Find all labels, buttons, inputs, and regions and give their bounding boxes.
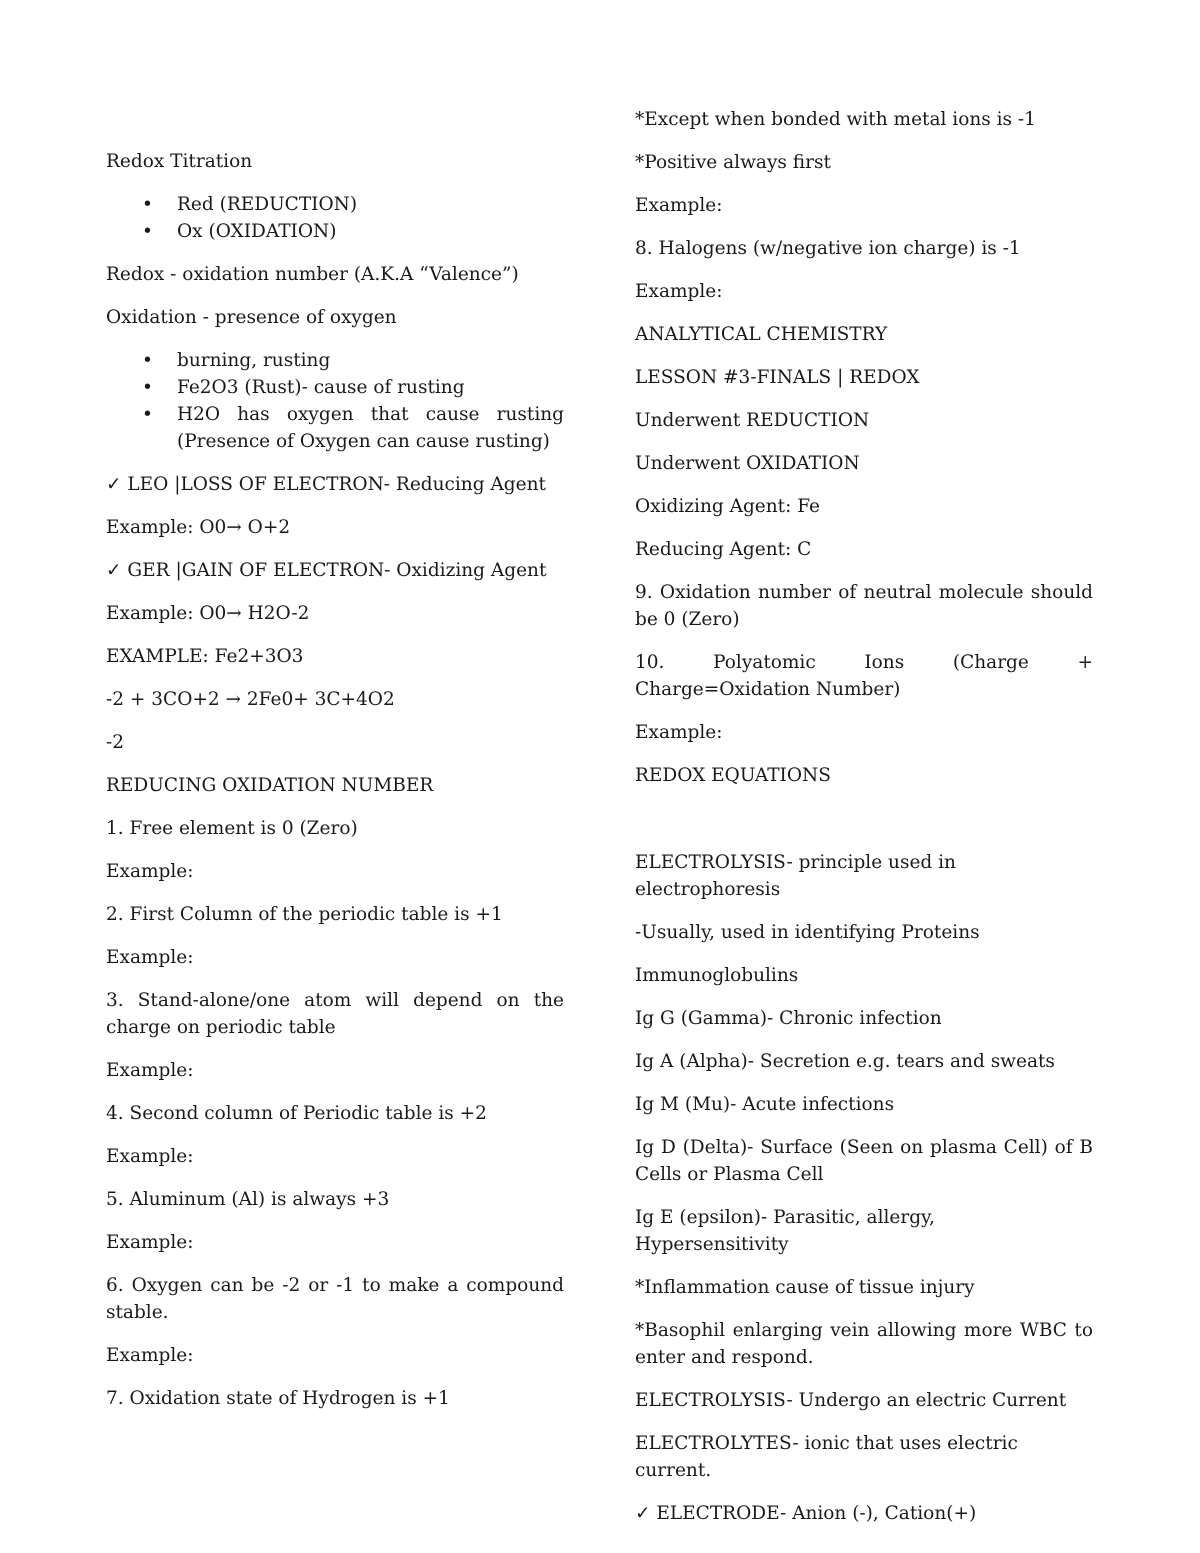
example-label: Example: (106, 947, 194, 968)
leo-example: Example: O0→ O+2 (106, 517, 291, 538)
redox-terms-list (106, 191, 564, 245)
course-title: ANALYTICAL CHEMISTRY (635, 324, 888, 345)
rule-7: 7. Oxidation state of Hydrogen is +1 (106, 1388, 450, 1409)
electrolysis-principle: ELECTROLYSIS- principle used in electrophoresis (635, 852, 956, 900)
list-item: • H2O has oxygen that cause rusting (Presence of Oxygen can cause rusting) (106, 401, 564, 455)
section-title: Redox Titration (106, 151, 253, 172)
oxidizing-agent: Oxidizing Agent: Fe (635, 496, 820, 517)
igm-line: Ig M (Mu)- Acute infections (635, 1094, 895, 1115)
lesson-title: LESSON #3-FINALS | REDOX (635, 367, 920, 388)
rule-5: 5. Aluminum (Al) is always +3 (106, 1189, 390, 1210)
usually-line: -Usually, used in identifying Proteins (635, 922, 980, 943)
list-item: • burning, rusting (106, 347, 564, 374)
underwent-oxidation: Underwent OXIDATION (635, 453, 860, 474)
rule-4: 4. Second column of Periodic table is +2 (106, 1103, 487, 1124)
underwent-reduction: Underwent REDUCTION (635, 410, 870, 431)
rule-9: 9. Oxidation number of neutral molecule should be 0 (Zero) (635, 582, 1093, 630)
left-column (106, 148, 564, 1428)
reducing-agent: Reducing Agent: C (635, 539, 812, 560)
example-label: Example: (635, 722, 723, 743)
ger-line: ✓ GER |GAIN OF ELECTRON- Oxidizing Agent (106, 560, 547, 581)
list-item: • Ox (OXIDATION) (106, 218, 564, 245)
igd-line: Ig D (Delta)- Surface (Seen on plasma Cell) of B Cells or Plasma Cell (635, 1137, 1093, 1185)
electrolytes-line: ELECTROLYTES- ionic that uses electric current. (635, 1433, 1018, 1481)
example-label: Example: (106, 1232, 194, 1253)
minus-two: -2 (106, 732, 125, 753)
example-label: Example: (106, 1146, 194, 1167)
example-caps: EXAMPLE: Fe2+3O3 (106, 646, 304, 667)
basophil-note: *Basophil enlarging vein allowing more WBC to enter and respond. (635, 1320, 1093, 1368)
electrolysis-current: ELECTROLYSIS- Undergo an electric Current (635, 1390, 1067, 1411)
rule-1: 1. Free element is 0 (Zero) (106, 818, 358, 839)
list-item: • Fe2O3 (Rust)- cause of rusting (106, 374, 564, 401)
rule-8: 8. Halogens (w/negative ion charge) is -1 (635, 238, 1021, 259)
example-label: Example: (106, 1060, 194, 1081)
equation: -2 + 3CO+2 → 2Fe0+ 3C+4O2 (106, 689, 395, 710)
positive-first-note: *Positive always first (635, 152, 831, 173)
right-column (635, 106, 1093, 1543)
rule-3: 3. Stand-alone/one atom will depend on the charge on periodic table (106, 990, 564, 1038)
except-metal-note: *Except when bonded with metal ions is -1 (635, 109, 1036, 130)
iga-line: Ig A (Alpha)- Secretion e.g. tears and sweats (635, 1051, 1055, 1072)
ger-example: Example: O0→ H2O-2 (106, 603, 310, 624)
inflammation-note: *Inflammation cause of tissue injury (635, 1277, 975, 1298)
example-label: Example: (635, 195, 723, 216)
electrode-line: ✓ ELECTRODE- Anion (-), Cation(+) (635, 1503, 977, 1524)
leo-line: ✓ LEO |LOSS OF ELECTRON- Reducing Agent (106, 474, 546, 495)
igg-line: Ig G (Gamma)- Chronic infection (635, 1008, 942, 1029)
rule-10: 10. Polyatomic Ions (Charge + Charge=Oxidation Number) (635, 652, 1093, 700)
redox-equations-heading: REDOX EQUATIONS (635, 765, 831, 786)
ige-line: Ig E (epsilon)- Parasitic, allergy, Hypersensitivity (635, 1207, 935, 1255)
example-label: Example: (635, 281, 723, 302)
redox-definition: Redox - oxidation number (A.K.A “Valence”) (106, 264, 519, 285)
example-label: Example: (106, 861, 194, 882)
example-label: Example: (106, 1345, 194, 1366)
list-item: • Red (REDUCTION) (106, 191, 564, 218)
reducing-heading: REDUCING OXIDATION NUMBER (106, 775, 434, 796)
immunoglobulins-heading: Immunoglobulins (635, 965, 799, 986)
oxidation-list (106, 347, 564, 455)
rule-6: 6. Oxygen can be -2 or -1 to make a compound stable. (106, 1275, 564, 1323)
rule-2: 2. First Column of the periodic table is +1 (106, 904, 503, 925)
blank-gap (635, 805, 1093, 849)
oxidation-definition: Oxidation - presence of oxygen (106, 307, 397, 328)
